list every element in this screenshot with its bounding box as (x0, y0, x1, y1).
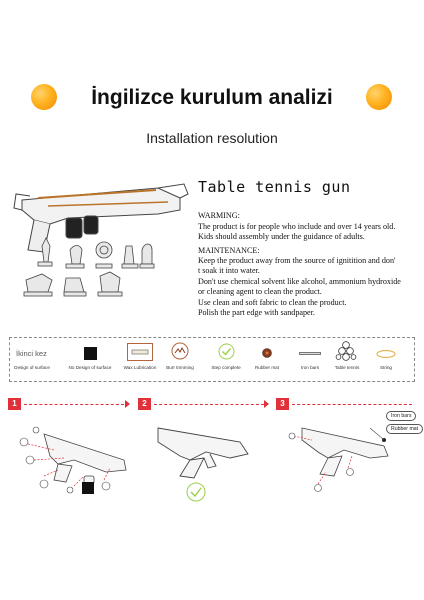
legend-label: Iron bars (300, 365, 320, 370)
legend-label: Step complete (211, 365, 241, 370)
burr-icon (171, 342, 189, 360)
product-name: Table tennis gun (198, 178, 351, 196)
legend-title: İkinci kez (16, 349, 47, 358)
maintenance-line: Keep the product away from the source of ignitition and don' (198, 256, 396, 265)
warning-line: The product is for people who include and over 14 years old. (198, 222, 396, 231)
warning-line: Kids should assembly under the guidance of adults. (198, 232, 365, 241)
step-1-diagram (14, 420, 134, 500)
maintenance-line: t soak it into water. (198, 266, 260, 275)
step-2-badge: 2 (138, 398, 151, 410)
legend-label: Wax Lubrication (123, 365, 157, 370)
legend-label: Rubber mat (254, 365, 279, 370)
step-divider (154, 404, 264, 405)
no-design-square-icon (84, 347, 97, 360)
maintenance-line: Polish the part edge with sandpaper. (198, 308, 315, 317)
maintenance-line: Use clean and soft fabric to clean the product. (198, 298, 347, 307)
callout-rubber-mat: Rubber mat (386, 424, 423, 434)
legend-label: String (379, 365, 392, 370)
step-3-badge: 3 (276, 398, 289, 410)
maintenance-heading: MAINTENANCE: (198, 246, 260, 255)
wax-bar-icon (127, 343, 153, 361)
page-subtitle: Installation resolution (146, 130, 278, 146)
legend-label: Table tennis (334, 365, 360, 370)
iron-bar-icon (299, 352, 321, 355)
page-title: İngilizce kurulum analizi (91, 86, 333, 109)
callout-iron-bars: Iron bars (386, 411, 416, 421)
maintenance-line: or cleaning agent to clean the product. (198, 287, 322, 296)
check-circle-icon (218, 343, 235, 360)
step-divider (24, 404, 124, 405)
rubber-mat-icon (262, 348, 272, 358)
step-arrow-icon (125, 400, 130, 408)
maintenance-line: Don't use chemical solvent like alcohol, ammonium hydroxide (198, 277, 401, 286)
legend-label: Burr trimming (166, 365, 194, 370)
string-icon (376, 349, 396, 359)
step-divider (292, 404, 412, 405)
step-2-diagram (150, 420, 260, 505)
balls-icon (336, 341, 356, 361)
gun-kit-illustration (8, 180, 193, 320)
step-arrow-icon (264, 400, 269, 408)
legend-label: No Design of surface (68, 365, 112, 370)
legend-label: Design of surface (14, 365, 50, 370)
step-3-diagram (288, 420, 398, 500)
step-1-badge: 1 (8, 398, 21, 410)
warning-heading: WARMING: (198, 211, 240, 220)
